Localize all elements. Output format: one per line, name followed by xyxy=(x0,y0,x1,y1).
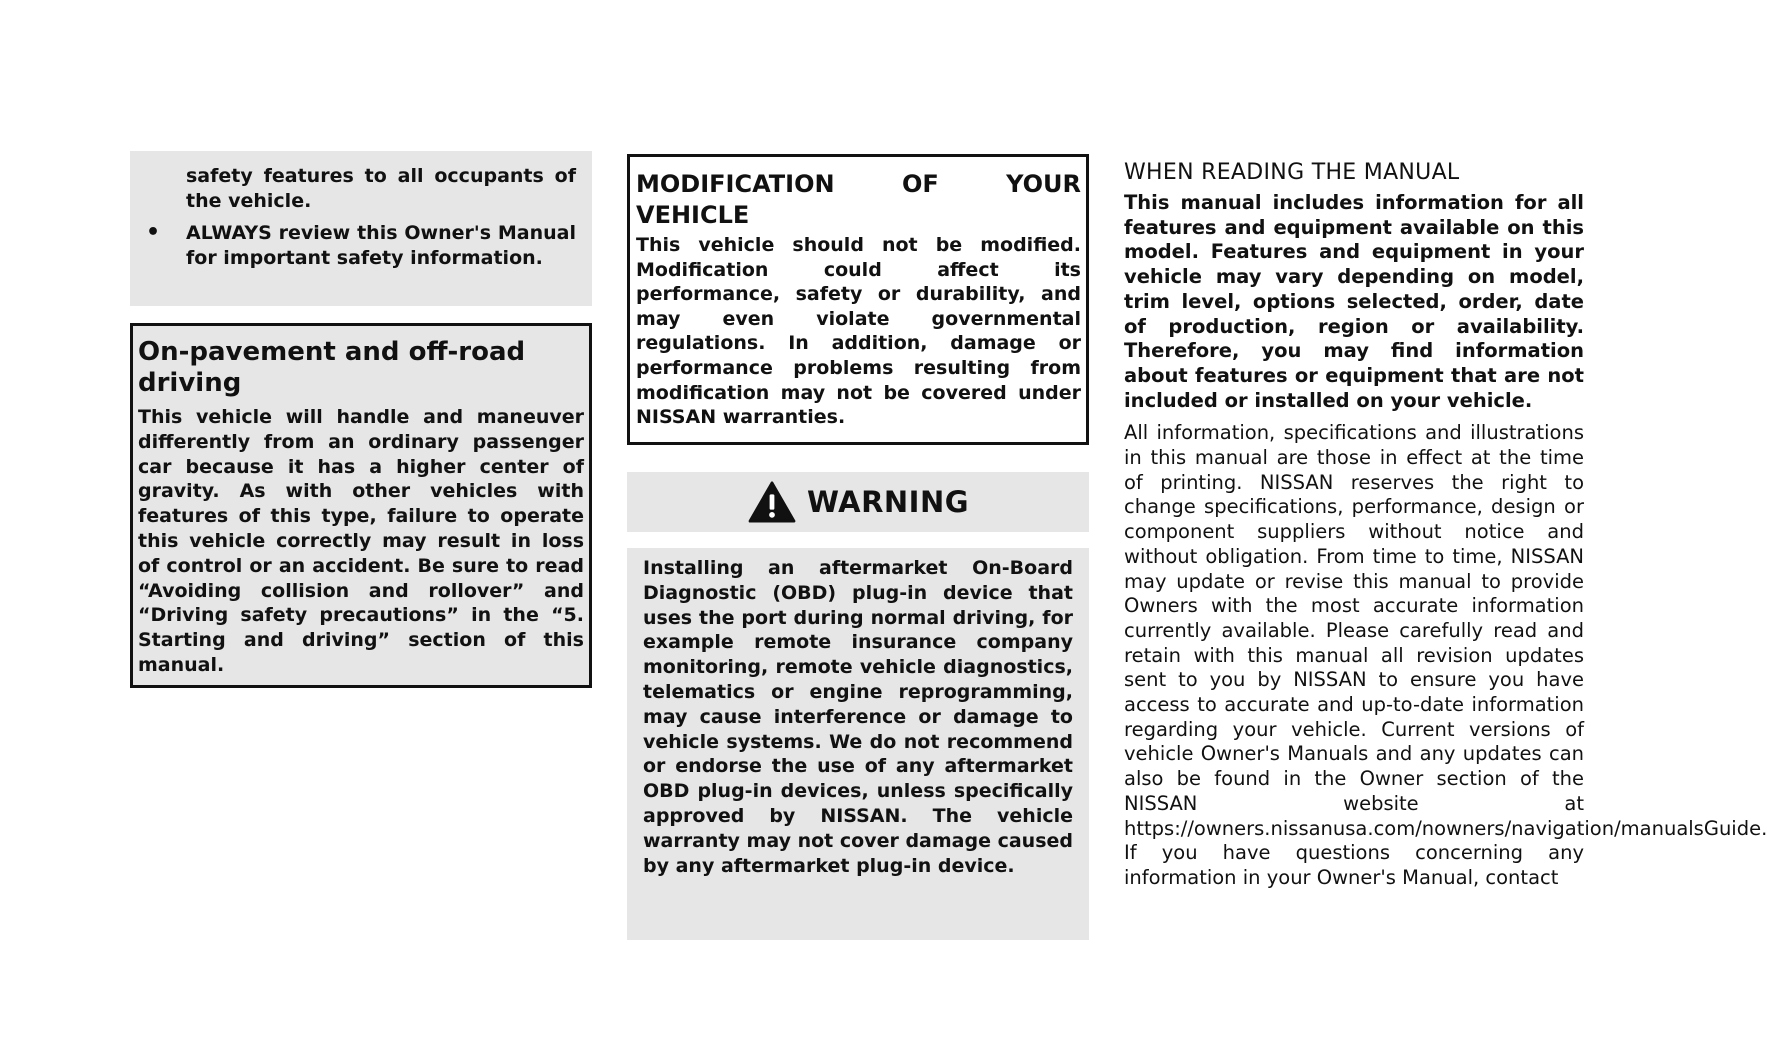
bullet-dot: • xyxy=(146,220,161,245)
modification-title: MODIFICATION OF YOUR VEHICLE xyxy=(636,170,1081,229)
modification-body: This vehicle should not be modified. Modification could affect its performance, safety or durability, and may even violate governmental regulations. In addition, damage or performance problems resulting from modification may not be covered under NISSAN warranties. xyxy=(636,234,1081,429)
warning-label: WARNING xyxy=(806,485,970,519)
safety-continuation-box xyxy=(130,151,592,306)
review-manual-bullet xyxy=(146,220,576,270)
reading-manual-section xyxy=(1124,159,1767,891)
continuation-text: safety features to all occupants of the vehicle. xyxy=(186,165,576,212)
reading-bold-text: This manual includes information for all features and equipment available on this model. Features and equipment in your vehicle may vary depending on model, trim level, options selected, order, date of production, region or availability. Therefore, you may find information about features or equipment that are not included or installed on your vehicle. xyxy=(1124,191,1584,412)
modification-box xyxy=(627,154,1089,445)
reading-text: All information, specifications and illustrations in this manual are those in effect at the time of printing. NISSAN reserves the right to change specifications, performance, design or component suppliers without notice and without obligation. From time to time, NISSAN may update or revise this manual to provide Owners with the most accurate information currently available. Please carefully read and retain with this manual all revision updates sent to you by NISSAN to ensure you have access to accurate and up-to-date information regarding your vehicle. Current versions of vehicle Owner's Manuals and any updates can also be found in the Owner section of the NISSAN website at https://owners.nissanusa.com/nowners/navigation/manualsGuide. If you have questions concerning any information in your Owner's Manual, contact xyxy=(1124,421,1767,889)
bullet-text: ALWAYS review this Owner's Manual for important safety information. xyxy=(186,222,576,269)
warning-body-box xyxy=(627,548,1089,940)
reading-title: WHEN READING THE MANUAL xyxy=(1124,160,1460,185)
on-pavement-title: On-pavement and off-road driving xyxy=(138,337,526,398)
warning-body: Installing an aftermarket On-Board Diagnostic (OBD) plug-in device that uses the port during normal driving, for example remote insurance company monitoring, remote vehicle diagnostics, telematics or engine reprogramming, may cause interference or damage to vehicle systems. We do not recommend or endorse the use of any aftermarket OBD plug-in devices, unless specifically approved by NISSAN. The vehicle warranty may not cover damage caused by any aftermarket plug-in device. xyxy=(643,557,1073,877)
warning-header xyxy=(627,472,1089,532)
on-pavement-box xyxy=(130,323,592,688)
warning-triangle-icon xyxy=(747,481,797,523)
on-pavement-body: This vehicle will handle and maneuver differently from an ordinary passenger car because it has a higher center of gravity. As with other vehicles with features of this type, failure to operate this vehicle correctly may result in loss of control or an accident. Be sure to read “Avoiding collision and rollover” and “Driving safety precautions” in the “5. Starting and driving” section of this manual. xyxy=(138,406,584,676)
